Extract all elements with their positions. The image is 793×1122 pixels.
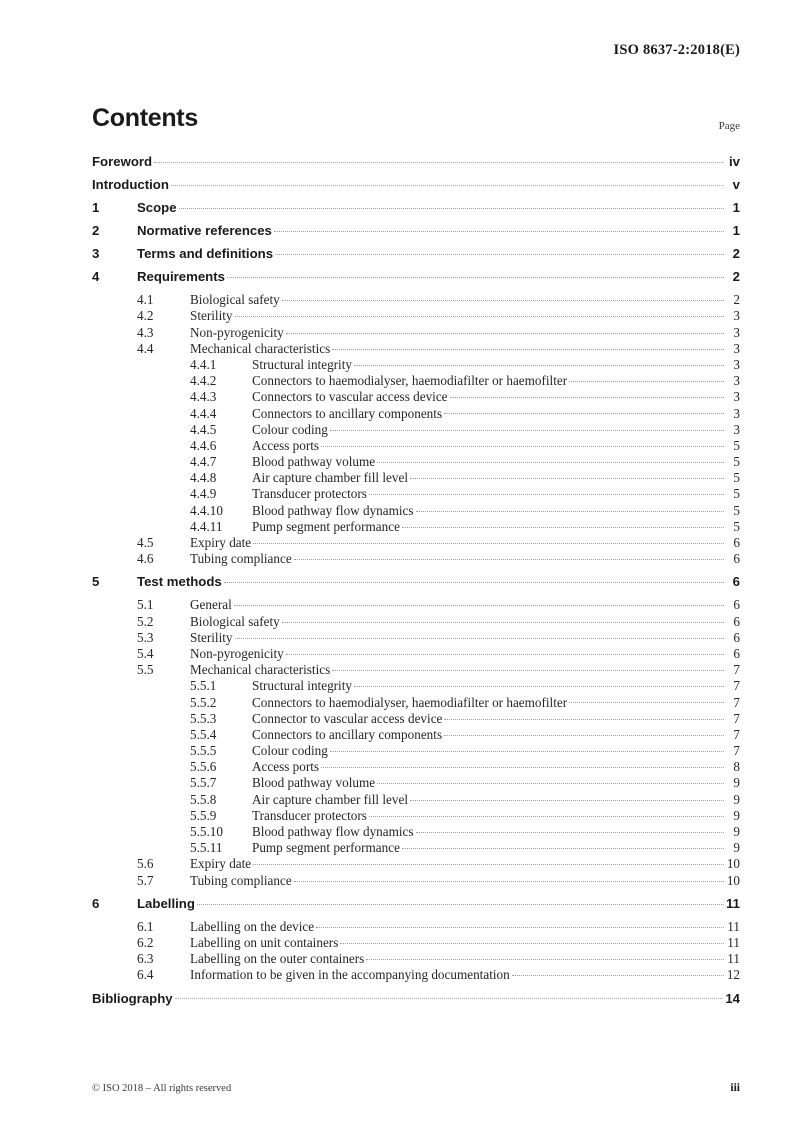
toc-entry[interactable] <box>92 291 740 307</box>
toc-dot-leader <box>224 573 724 586</box>
toc-dot-leader <box>253 855 724 868</box>
toc-dot-leader <box>316 918 724 931</box>
toc-dot-leader <box>286 323 724 336</box>
toc-entry-title: Foreword <box>92 154 153 170</box>
toc-entry-number: 5.1 <box>137 597 154 613</box>
toc-entry-page-number: iv <box>729 154 740 170</box>
toc-entry-title: Biological safety <box>190 292 280 308</box>
toc-entry-page-number: 9 <box>733 791 740 807</box>
toc-entry-title: Connectors to haemodialyser, haemodiafilter or haemofilter <box>252 373 568 389</box>
toc-entry-title: Tubing compliance <box>190 551 292 567</box>
toc-entry-page-number: 2 <box>733 292 740 308</box>
toc-dot-leader <box>197 895 724 908</box>
toc-entry-number: 5.4 <box>137 645 154 661</box>
toc-entry-page-number: 5 <box>733 437 740 453</box>
toc-entry-title: Transducer protectors <box>252 807 367 823</box>
toc-dot-leader <box>410 469 724 482</box>
toc-entry[interactable] <box>92 950 740 966</box>
toc-entry-page-number: 11 <box>726 895 740 911</box>
toc-entry-page-number: 3 <box>733 340 740 356</box>
toc-dot-leader <box>234 596 724 609</box>
toc-entry-title: Air capture chamber fill level <box>252 470 408 486</box>
toc-entry-title: Pump segment performance <box>252 840 400 856</box>
toc-entry-number: 5.5.3 <box>190 710 217 726</box>
toc-entry-number: 4.4.1 <box>190 356 217 372</box>
toc-entry-title: Labelling on unit containers <box>190 934 339 950</box>
toc-entry[interactable] <box>92 677 740 693</box>
toc-dot-leader <box>253 534 724 547</box>
toc-dot-leader <box>227 268 724 281</box>
toc-entry-title: Test methods <box>137 574 222 590</box>
toc-entry-title: Non-pyrogenicity <box>190 324 284 340</box>
copyright-notice: © ISO 2018 – All rights reserved <box>92 1083 232 1094</box>
toc-entry[interactable] <box>92 323 740 339</box>
toc-entry-title: Pump segment performance <box>252 518 400 534</box>
toc-entry-number: 4.2 <box>137 308 154 324</box>
toc-entry-title: Labelling on the device <box>190 918 315 934</box>
toc-entry-title: Biological safety <box>190 613 280 629</box>
toc-entry-page-number: 9 <box>733 807 740 823</box>
toc-dot-leader <box>294 871 724 884</box>
toc-entry-page-number: 10 <box>726 872 740 888</box>
toc-entry[interactable] <box>92 710 740 726</box>
toc-entry[interactable] <box>92 453 740 469</box>
page-footer <box>92 1082 740 1094</box>
toc-dot-leader <box>179 199 724 212</box>
toc-entry[interactable] <box>92 661 740 677</box>
toc-entry-number: 5.5.10 <box>190 824 223 839</box>
toc-entry[interactable] <box>92 693 740 709</box>
toc-entry[interactable] <box>92 612 740 628</box>
toc-entry-number: 6 <box>92 895 100 911</box>
toc-dot-leader <box>332 340 724 353</box>
toc-entry[interactable] <box>92 501 740 517</box>
toc-dot-leader <box>275 245 724 258</box>
toc-dot-leader <box>569 693 724 706</box>
toc-entry[interactable] <box>92 340 740 356</box>
toc-entry-title: Expiry date <box>190 856 252 872</box>
toc-entry-title: Air capture chamber fill level <box>252 791 408 807</box>
toc-entry[interactable] <box>92 404 740 420</box>
page-folio: iii <box>730 1082 740 1094</box>
toc-entry-title: Transducer protectors <box>252 486 367 502</box>
toc-entry-number: 3 <box>92 246 100 262</box>
toc-entry-number: 4.4.2 <box>190 373 217 389</box>
toc-entry-page-number: 3 <box>733 356 740 372</box>
toc-entry-title: Blood pathway flow dynamics <box>252 824 414 839</box>
toc-dot-leader <box>354 677 724 690</box>
toc-entry-title: Scope <box>137 200 177 216</box>
toc-entry-title: Sterility <box>190 308 233 324</box>
toc-entry-page-number: 12 <box>726 967 740 983</box>
toc-dot-leader <box>332 661 724 674</box>
toc-entry[interactable] <box>92 774 740 790</box>
toc-entry-title: Introduction <box>92 177 169 193</box>
toc-dot-leader <box>402 839 724 852</box>
toc-entry-title: Sterility <box>190 629 233 645</box>
toc-entry[interactable] <box>92 199 740 222</box>
toc-entry[interactable] <box>92 421 740 437</box>
toc-dot-leader <box>377 453 724 466</box>
toc-entry-page-number: 9 <box>733 824 740 839</box>
toc-entry[interactable] <box>92 823 740 839</box>
toc-entry-number: 5.5.7 <box>190 775 217 791</box>
toc-entry[interactable] <box>92 518 740 534</box>
toc-dot-leader <box>444 710 724 723</box>
toc-entry-page-number: 3 <box>733 308 740 324</box>
toc-entry[interactable] <box>92 629 740 645</box>
toc-entry-number: 4.4.10 <box>190 502 223 518</box>
toc-entry[interactable] <box>92 437 740 453</box>
toc-dot-leader <box>330 421 724 434</box>
toc-dot-leader <box>444 404 724 417</box>
toc-entry-number: 5.5 <box>137 662 154 678</box>
toc-entry-page-number: v <box>732 177 740 193</box>
toc-dot-leader <box>175 989 724 1002</box>
toc-entry-page-number: 7 <box>733 662 740 678</box>
toc-entry-number: 2 <box>92 223 100 239</box>
toc-entry-page-number: 7 <box>733 726 740 742</box>
toc-entry[interactable] <box>92 807 740 823</box>
toc-entry-number: 6.4 <box>137 967 154 983</box>
toc-entry-title: Requirements <box>137 269 225 285</box>
toc-entry-page-number: 2 <box>732 246 740 262</box>
toc-dot-leader <box>377 774 724 787</box>
toc-entry-page-number: 1 <box>732 223 740 239</box>
toc-dot-leader <box>569 372 724 385</box>
toc-entry-number: 4.4.4 <box>190 405 217 421</box>
page-title: Contents <box>92 104 198 132</box>
toc-dot-leader <box>286 645 724 658</box>
toc-entry-page-number: 2 <box>732 269 740 285</box>
document-identifier-header: ISO 8637-2:2018(E) <box>613 42 740 58</box>
toc-entry-title: Connector to vascular access device <box>252 710 443 726</box>
toc-entry-page-number: 9 <box>733 840 740 856</box>
toc-entry-page-number: 10 <box>726 856 740 872</box>
toc-dot-leader <box>274 222 724 235</box>
toc-dot-leader <box>321 437 724 450</box>
toc-entry[interactable] <box>92 573 740 596</box>
toc-entry-page-number: 3 <box>733 324 740 340</box>
toc-entry-number: 6.1 <box>137 918 154 934</box>
toc-entry-page-number: 5 <box>733 502 740 518</box>
toc-dot-leader <box>171 176 724 189</box>
toc-entry-number: 4.4.5 <box>190 421 217 437</box>
toc-entry[interactable] <box>92 790 740 806</box>
toc-entry[interactable] <box>92 871 740 887</box>
toc-entry[interactable] <box>92 645 740 661</box>
toc-entry-number: 5.3 <box>137 629 154 645</box>
toc-entry[interactable] <box>92 742 740 758</box>
toc-dot-leader <box>330 742 724 755</box>
toc-entry-page-number: 3 <box>733 421 740 437</box>
toc-entry-page-number: 6 <box>732 574 740 590</box>
toc-entry-number: 5.2 <box>137 613 154 629</box>
toc-entry-number: 4.4.3 <box>190 389 217 405</box>
toc-entry-number: 5.5.2 <box>190 694 217 710</box>
toc-dot-leader <box>340 934 724 947</box>
toc-entry-number: 5.5.5 <box>190 743 217 759</box>
toc-entry-page-number: 3 <box>733 373 740 389</box>
toc-entry-title: Connectors to ancillary components <box>252 405 443 421</box>
toc-entry-page-number: 6 <box>733 613 740 629</box>
toc-entry-page-number: 6 <box>733 551 740 567</box>
toc-dot-leader <box>294 550 724 563</box>
toc-dot-leader <box>282 612 724 625</box>
toc-entry-page-number: 1 <box>732 200 740 216</box>
toc-entry-number: 4.4 <box>137 340 154 356</box>
toc-dot-leader <box>416 823 724 836</box>
toc-entry-number: 5.5.4 <box>190 726 217 742</box>
toc-entry[interactable] <box>92 895 740 918</box>
toc-entry-number: 4.4.8 <box>190 470 217 486</box>
toc-entry-page-number: 7 <box>733 694 740 710</box>
toc-entry-number: 5.5.8 <box>190 791 217 807</box>
toc-entry-number: 4 <box>92 269 100 285</box>
toc-entry-title: Access ports <box>252 437 320 453</box>
toc-entry-page-number: 11 <box>727 934 740 950</box>
toc-dot-leader <box>450 388 724 401</box>
toc-entry[interactable] <box>92 839 740 855</box>
toc-entry-page-number: 6 <box>733 629 740 645</box>
toc-entry-page-number: 11 <box>727 951 740 967</box>
toc-entry-number: 4.1 <box>137 292 154 308</box>
toc-entry-number: 4.3 <box>137 324 154 340</box>
toc-entry-page-number: 3 <box>733 389 740 405</box>
toc-entry-number: 5.6 <box>137 856 154 872</box>
toc-entry-title: Structural integrity <box>252 678 352 694</box>
toc-entry-title: Connectors to vascular access device <box>252 389 448 405</box>
toc-entry-number: 4.4.9 <box>190 486 217 502</box>
toc-entry-title: Labelling <box>137 895 195 911</box>
toc-entry-page-number: 11 <box>727 918 740 934</box>
toc-entry-title: Structural integrity <box>252 356 352 372</box>
toc-entry[interactable] <box>92 245 740 268</box>
toc-entry-number: 4.4.7 <box>190 454 217 470</box>
page-column-header: Page <box>718 120 740 132</box>
toc-entry[interactable] <box>92 966 740 982</box>
toc-entry-title: Normative references <box>137 223 272 239</box>
toc-entry-title: Terms and definitions <box>137 246 274 262</box>
toc-dot-leader <box>369 807 724 820</box>
toc-entry[interactable] <box>92 356 740 372</box>
toc-entry-title: Blood pathway flow dynamics <box>252 502 414 518</box>
toc-entry-title: Labelling on the outer containers <box>190 951 365 967</box>
toc-entry[interactable] <box>92 222 740 245</box>
toc-entry-title: Bibliography <box>92 990 173 1006</box>
toc-entry-title: Non-pyrogenicity <box>190 645 284 661</box>
toc-entry-title: Colour coding <box>252 421 328 437</box>
toc-entry[interactable] <box>92 176 740 199</box>
toc-entry-title: Expiry date <box>190 535 252 550</box>
toc-entry[interactable] <box>92 469 740 485</box>
toc-entry-page-number: 5 <box>733 486 740 502</box>
toc-entry-page-number: 14 <box>725 990 740 1006</box>
toc-entry[interactable] <box>92 596 740 612</box>
toc-entry[interactable] <box>92 726 740 742</box>
toc-dot-leader <box>416 501 724 514</box>
toc-dot-leader <box>366 950 724 963</box>
toc-entry-title: Blood pathway volume <box>252 775 376 791</box>
contents-header-block <box>92 106 740 140</box>
toc-entry-page-number: 9 <box>733 775 740 791</box>
toc-entry-number: 4.6 <box>137 551 154 567</box>
toc-dot-leader <box>410 790 724 803</box>
toc-entry-page-number: 5 <box>733 454 740 470</box>
toc-dot-leader <box>402 518 724 531</box>
toc-entry-number: 4.4.6 <box>190 437 217 453</box>
toc-entry-page-number: 8 <box>733 759 740 775</box>
toc-entry-title: Information to be given in the accompanying documentation <box>190 967 510 983</box>
toc-entry[interactable] <box>92 918 740 934</box>
toc-entry-title: Mechanical characteristics <box>190 662 331 678</box>
toc-entry-number: 1 <box>92 200 100 216</box>
toc-entry[interactable] <box>92 268 740 291</box>
toc-entry-number: 5.5.6 <box>190 759 217 775</box>
toc-entry[interactable] <box>92 758 740 774</box>
toc-entry[interactable] <box>92 153 740 176</box>
toc-dot-leader <box>235 307 725 320</box>
toc-entry-page-number: 5 <box>733 518 740 534</box>
toc-entry-page-number: 6 <box>733 535 740 550</box>
table-of-contents <box>92 153 740 1012</box>
toc-entry[interactable] <box>92 388 740 404</box>
toc-dot-leader <box>321 758 724 771</box>
toc-entry-title: Connectors to ancillary components <box>252 726 443 742</box>
toc-entry-number: 5.5.9 <box>190 807 217 823</box>
toc-entry-title: Tubing compliance <box>190 872 292 888</box>
toc-entry-title: Blood pathway volume <box>252 454 376 470</box>
toc-entry-page-number: 7 <box>733 743 740 759</box>
toc-entry-number: 5 <box>92 574 100 590</box>
toc-entry-page-number: 6 <box>733 645 740 661</box>
toc-entry[interactable] <box>92 989 740 1012</box>
toc-entry-page-number: 3 <box>733 405 740 421</box>
toc-dot-leader <box>369 485 724 498</box>
toc-dot-leader <box>512 966 724 979</box>
toc-dot-leader <box>235 629 725 642</box>
toc-entry-page-number: 5 <box>733 470 740 486</box>
toc-entry-number: 5.5.11 <box>190 840 223 856</box>
toc-entry-title: Colour coding <box>252 743 328 759</box>
toc-entry-number: 4.4.11 <box>190 518 223 534</box>
toc-entry-number: 5.5.1 <box>190 678 217 694</box>
toc-entry-page-number: 6 <box>733 597 740 613</box>
toc-entry-number: 4.5 <box>137 535 154 550</box>
toc-dot-leader <box>444 726 724 739</box>
toc-entry-number: 5.7 <box>137 872 154 888</box>
toc-entry[interactable] <box>92 855 740 871</box>
toc-entry[interactable] <box>92 372 740 388</box>
toc-entry[interactable] <box>92 550 740 566</box>
toc-dot-leader <box>154 153 724 166</box>
toc-dot-leader <box>354 356 724 369</box>
toc-entry[interactable] <box>92 485 740 501</box>
toc-entry-page-number: 7 <box>733 678 740 694</box>
toc-entry-title: General <box>190 597 232 613</box>
toc-entry-number: 6.2 <box>137 934 154 950</box>
toc-entry-title: Connectors to haemodialyser, haemodiafilter or haemofilter <box>252 694 568 710</box>
toc-entry[interactable] <box>92 934 740 950</box>
toc-entry-number: 6.3 <box>137 951 154 967</box>
toc-entry[interactable] <box>92 534 740 550</box>
toc-entry-title: Access ports <box>252 759 320 775</box>
toc-entry[interactable] <box>92 307 740 323</box>
toc-entry-page-number: 7 <box>733 710 740 726</box>
toc-entry-title: Mechanical characteristics <box>190 340 331 356</box>
toc-dot-leader <box>282 291 724 304</box>
